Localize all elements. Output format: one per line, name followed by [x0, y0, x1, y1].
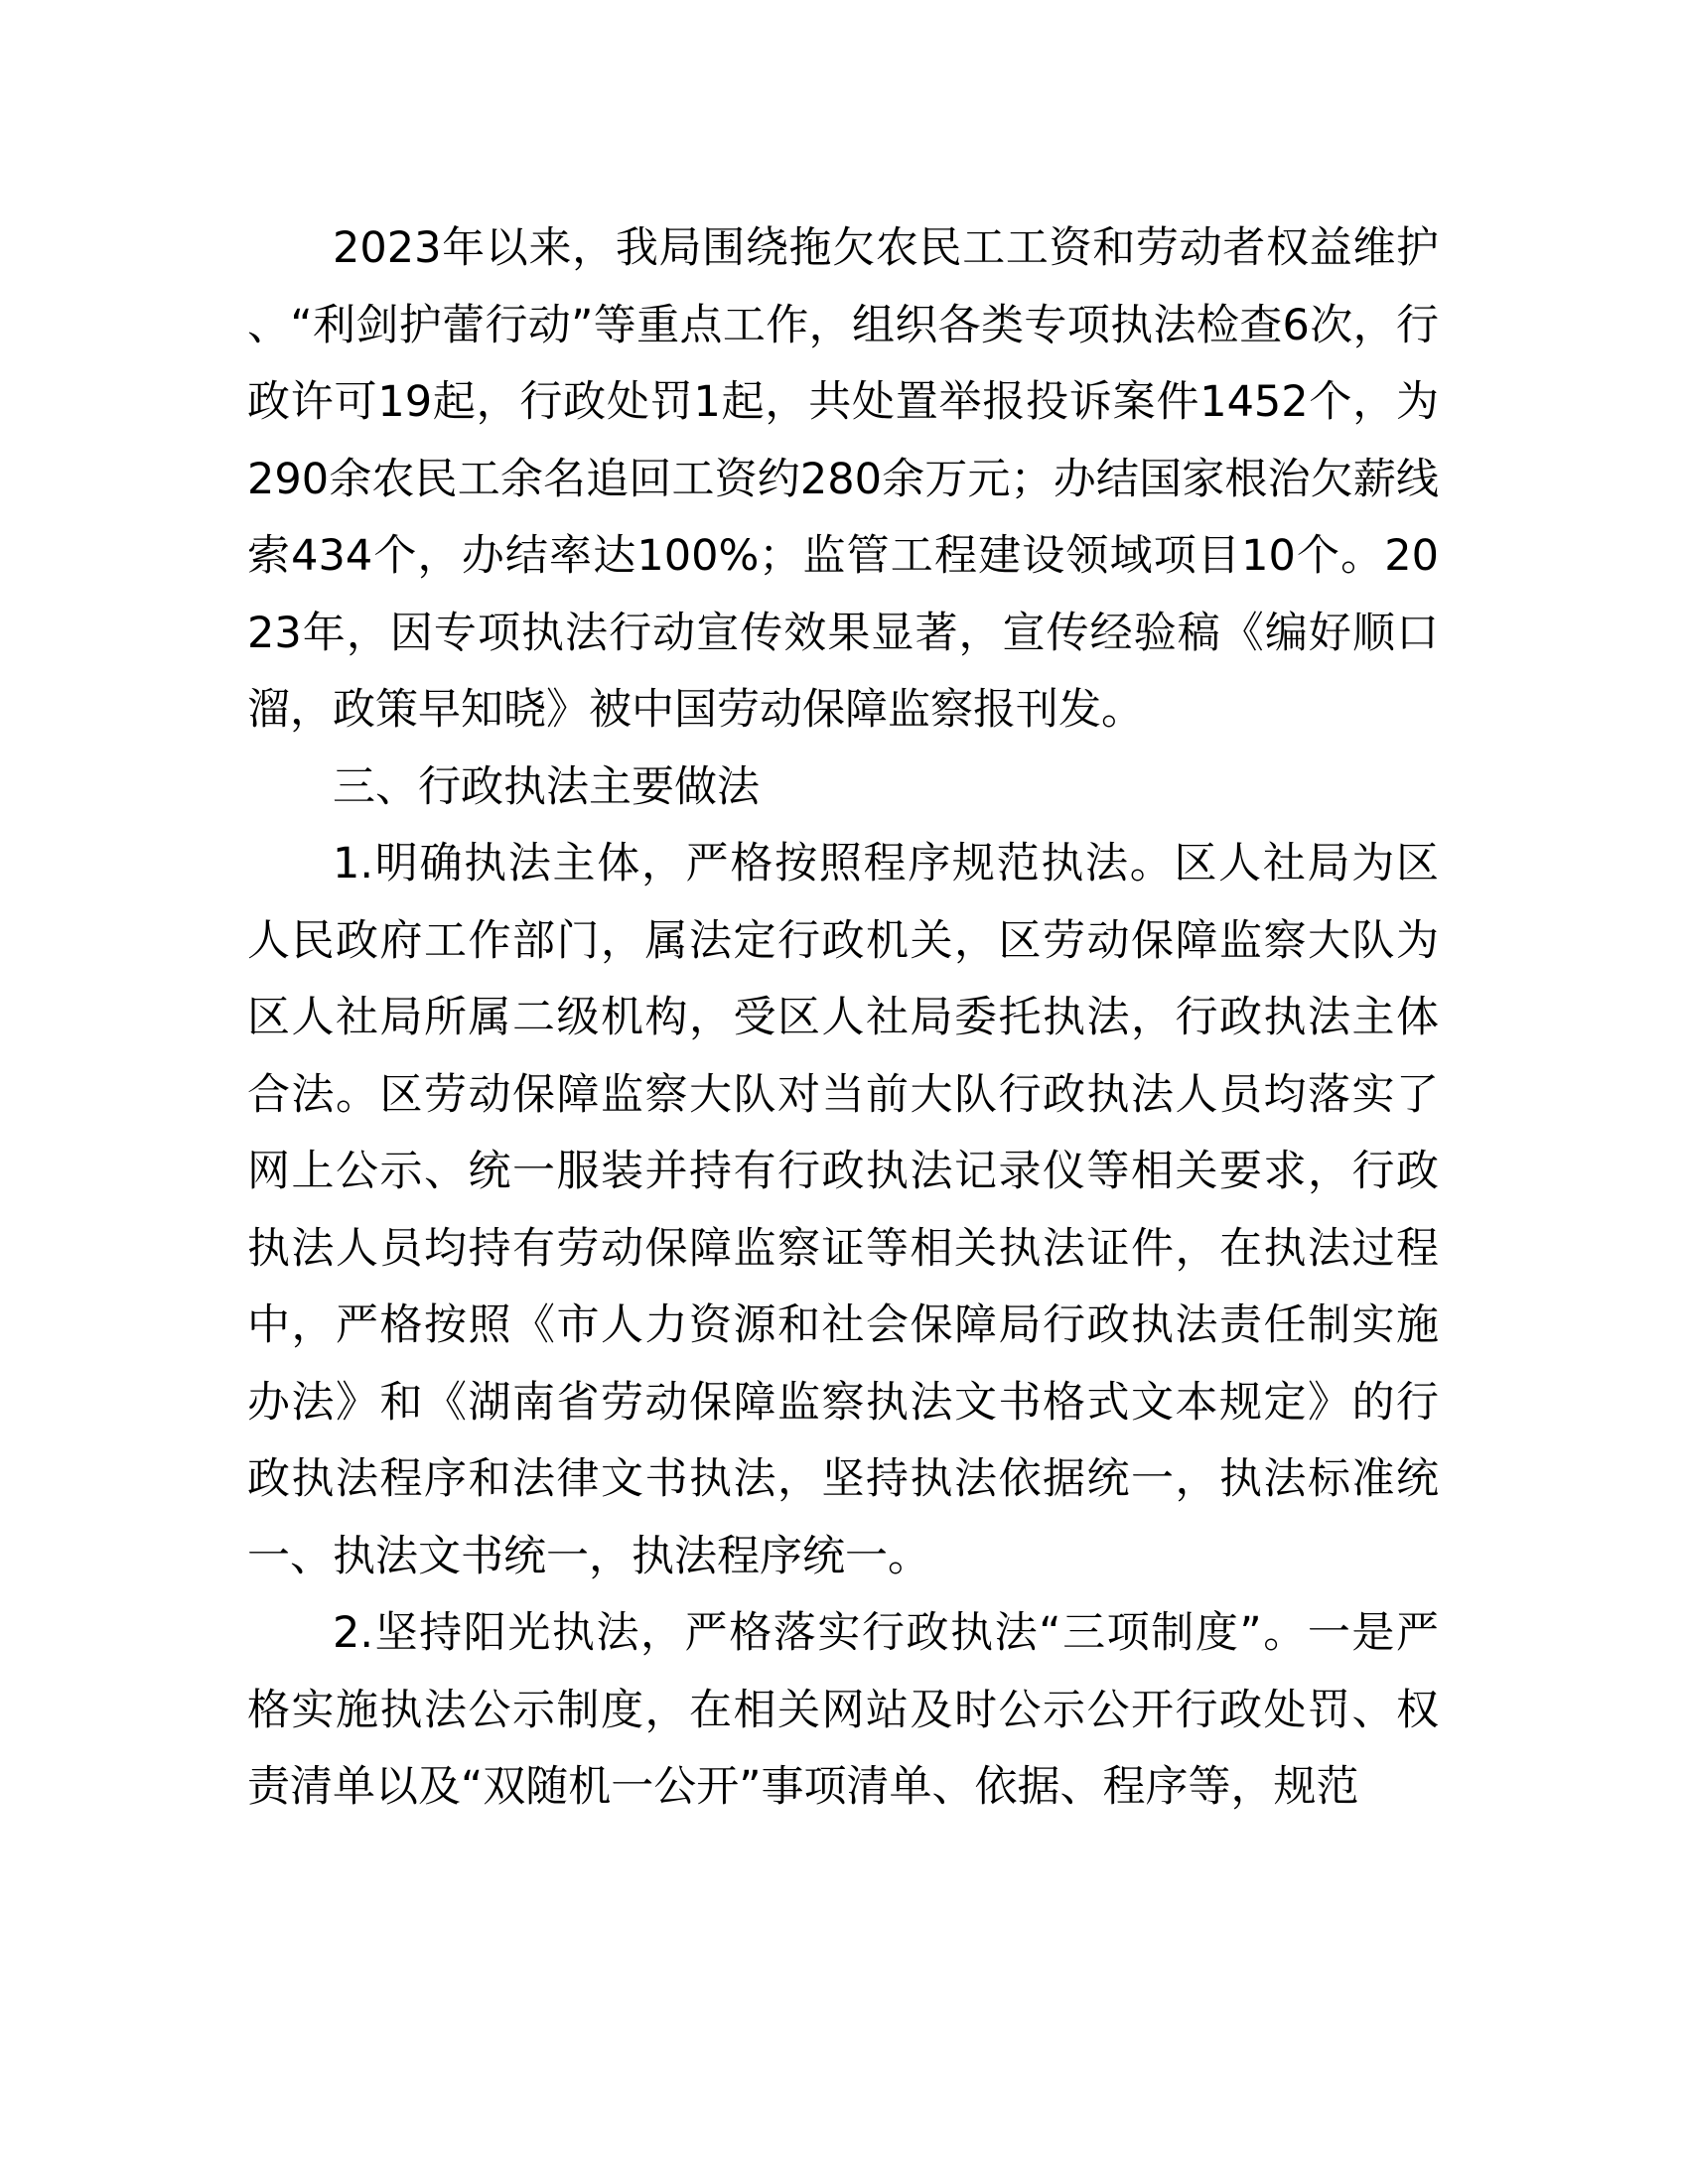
- summary-paragraph: 2023年以来，我局围绕拖欠农民工工资和劳动者权益维护、“利剑护蕾行动”等重点工作，组织各类专项执法检查6次，行政许可19起，行政处罚1起，共处置举报投诉案件1452个，为290余农民工余名追回工资约280余万元；办结国家根治欠薪线索434个，办结率达100%；监管工程建设领域项目10个。2023年，因专项执法行动宣传效果显著，宣传经验稿《编好顺口溜，政策早知晓》被中国劳动保障监察报刊发。: [247, 223, 1439, 735]
- practice-item-1-paragraph: 1.明确执法主体，严格按照程序规范执法。区人社局为区人民政府工作部门，属法定行政机关，区劳动保障监察大队为区人社局所属二级机构，受区人社局委托执法，行政执法主体合法。区劳动保障监察大队对当前大队行政执法人员均落实了网上公示、统一服装并持有行政执法记录仪等相关要求，行政执法人员均持有劳动保障监察证等相关执法证件，在执法过程中，严格按照《市人力资源和社会保障局行政执法责任制实施办法》和《湖南省劳动保障监察执法文书格式文本规定》的行政执法程序和法律文书执法，坚持执法依据统一，执法标准统一、执法文书统一，执法程序统一。: [247, 839, 1439, 1581]
- section-heading: 三、行政执法主要做法: [333, 761, 760, 812]
- document-body: [247, 210, 1439, 1827]
- practice-item-2-paragraph: 2.坚持阳光执法，严格落实行政执法“三项制度”。一是严格实施执法公示制度，在相关网站及时公示公开行政处罚、权责清单以及“双随机一公开”事项清单、依据、程序等，规范: [247, 1608, 1439, 1812]
